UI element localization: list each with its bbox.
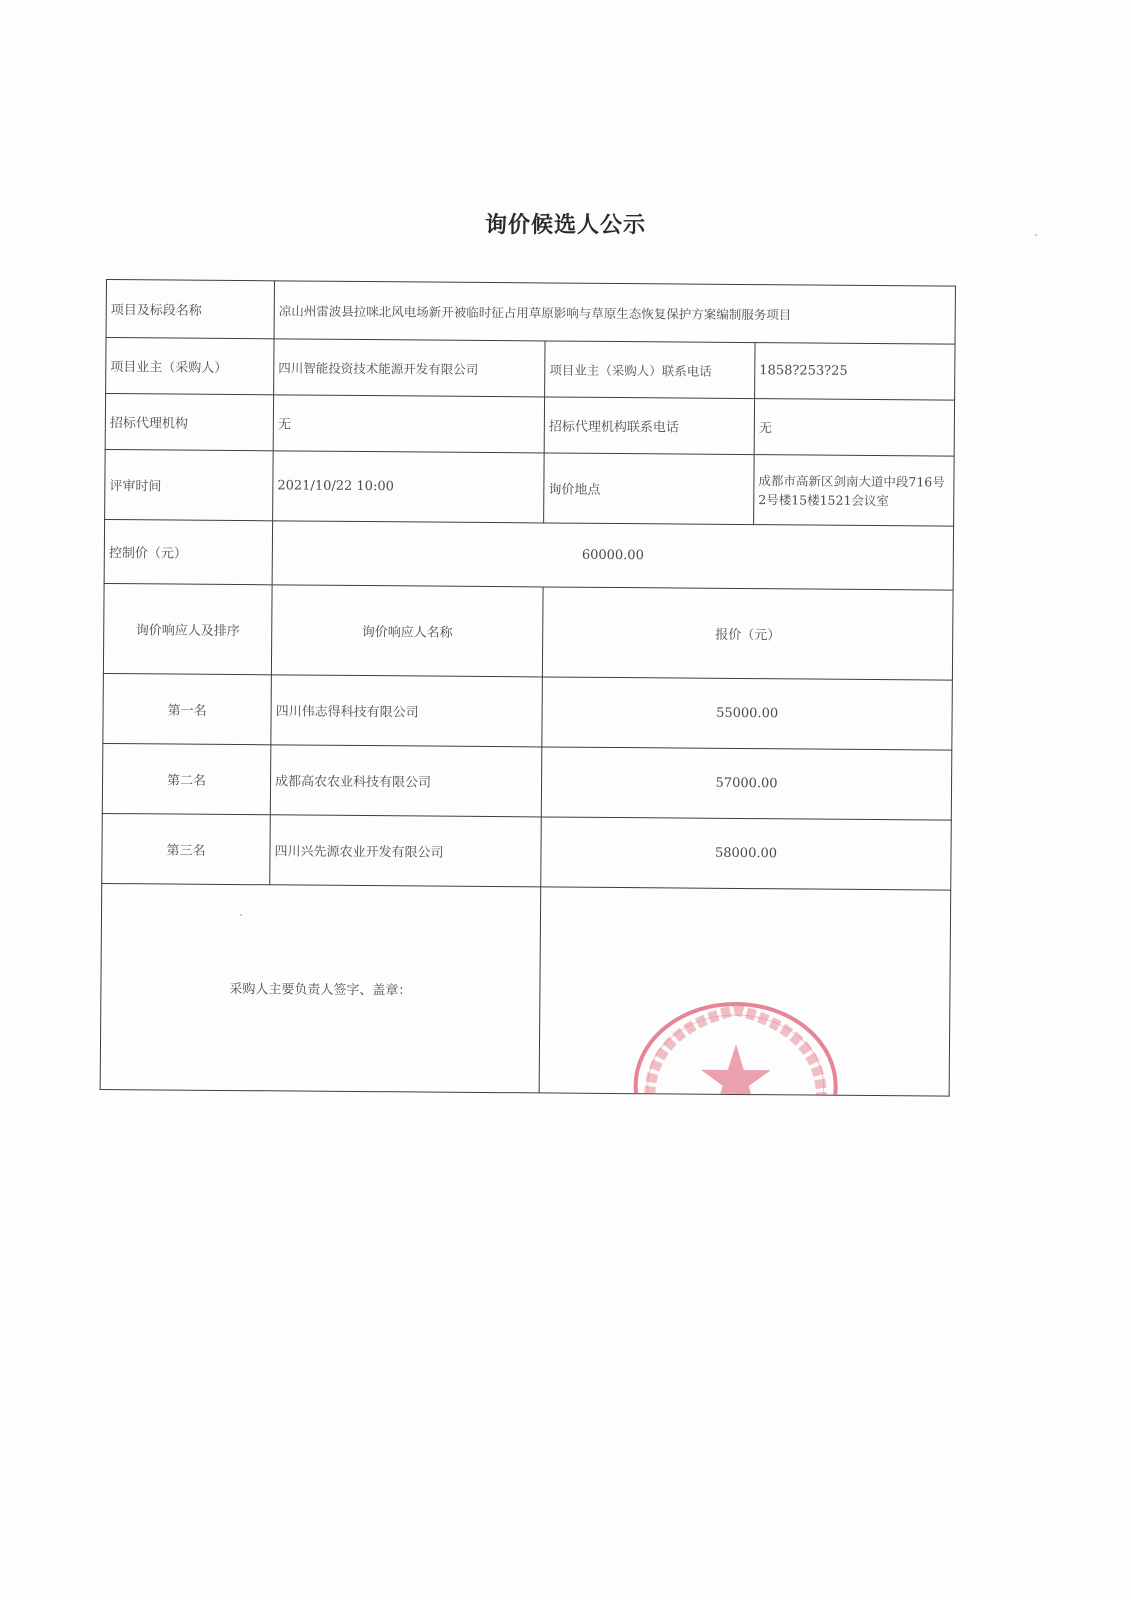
handwritten-signature-icon bbox=[587, 1056, 818, 1096]
price-header: 报价（元） bbox=[542, 587, 953, 680]
time-label: 评审时间 bbox=[105, 449, 274, 520]
signature-cell bbox=[539, 887, 951, 1171]
agency-label: 招标代理机构 bbox=[105, 394, 273, 451]
candidate-rank: 第一名 bbox=[103, 673, 272, 744]
project-name-row bbox=[106, 280, 955, 345]
candidate-row bbox=[103, 673, 953, 750]
place-label: 询价地点 bbox=[544, 453, 755, 525]
announcement-table-wrap bbox=[100, 279, 955, 1171]
candidate-name: 四川伟志得科技有限公司 bbox=[271, 675, 543, 747]
project-name-label: 项目及标段名称 bbox=[106, 280, 274, 339]
agency-phone-value: 无 bbox=[754, 399, 954, 457]
owner-phone-value: 1858?253?25 bbox=[755, 343, 955, 401]
candidate-row bbox=[102, 743, 952, 820]
signature-label: 采购人主要负责人签字、盖章： bbox=[100, 883, 541, 1092]
candidate-rank: 第三名 bbox=[102, 813, 271, 884]
scan-speck bbox=[1035, 234, 1037, 236]
candidate-rank: 第二名 bbox=[102, 743, 271, 814]
candidate-price: 55000.00 bbox=[542, 677, 953, 750]
name-header: 询价响应人名称 bbox=[271, 585, 543, 677]
candidates-header-row bbox=[103, 583, 953, 680]
rank-header: 询价响应人及排序 bbox=[103, 583, 272, 674]
scan-speck bbox=[240, 914, 242, 916]
page-title: 询价候选人公示 bbox=[484, 213, 646, 238]
signature-row bbox=[100, 883, 951, 1096]
control-price-label: 控制价（元） bbox=[104, 519, 272, 584]
candidate-row bbox=[102, 813, 952, 890]
time-value: 2021/10/22 10:00 bbox=[273, 451, 545, 523]
agency-row bbox=[105, 394, 954, 457]
owner-value: 四川智能投资技术能源开发有限公司 bbox=[274, 339, 545, 397]
candidate-name: 四川兴先源农业开发有限公司 bbox=[270, 815, 542, 887]
control-price-value: 60000.00 bbox=[272, 521, 954, 590]
agency-value: 无 bbox=[273, 395, 544, 453]
project-name-value: 凉山州雷波县拉咪北风电场新开被临时征占用草原影响与草原生态恢复保护方案编制服务项目 bbox=[274, 281, 955, 344]
owner-label: 项目业主（采购人） bbox=[106, 338, 274, 395]
candidate-price: 58000.00 bbox=[541, 817, 952, 890]
company-seal-icon: 5134375000545 bbox=[631, 999, 840, 1096]
candidate-name: 成都高农农业科技有限公司 bbox=[270, 745, 542, 817]
candidate-price: 57000.00 bbox=[541, 747, 952, 820]
announcement-table bbox=[100, 279, 956, 1171]
owner-row bbox=[106, 338, 955, 401]
signature-area bbox=[540, 990, 949, 1171]
owner-phone-label: 项目业主（采购人）联系电话 bbox=[545, 341, 755, 399]
control-price-row bbox=[104, 519, 954, 590]
agency-phone-label: 招标代理机构联系电话 bbox=[544, 397, 754, 455]
time-place-row bbox=[105, 449, 955, 526]
place-value: 成都市高新区剑南大道中段716号2号楼15楼1521会议室 bbox=[754, 455, 955, 527]
